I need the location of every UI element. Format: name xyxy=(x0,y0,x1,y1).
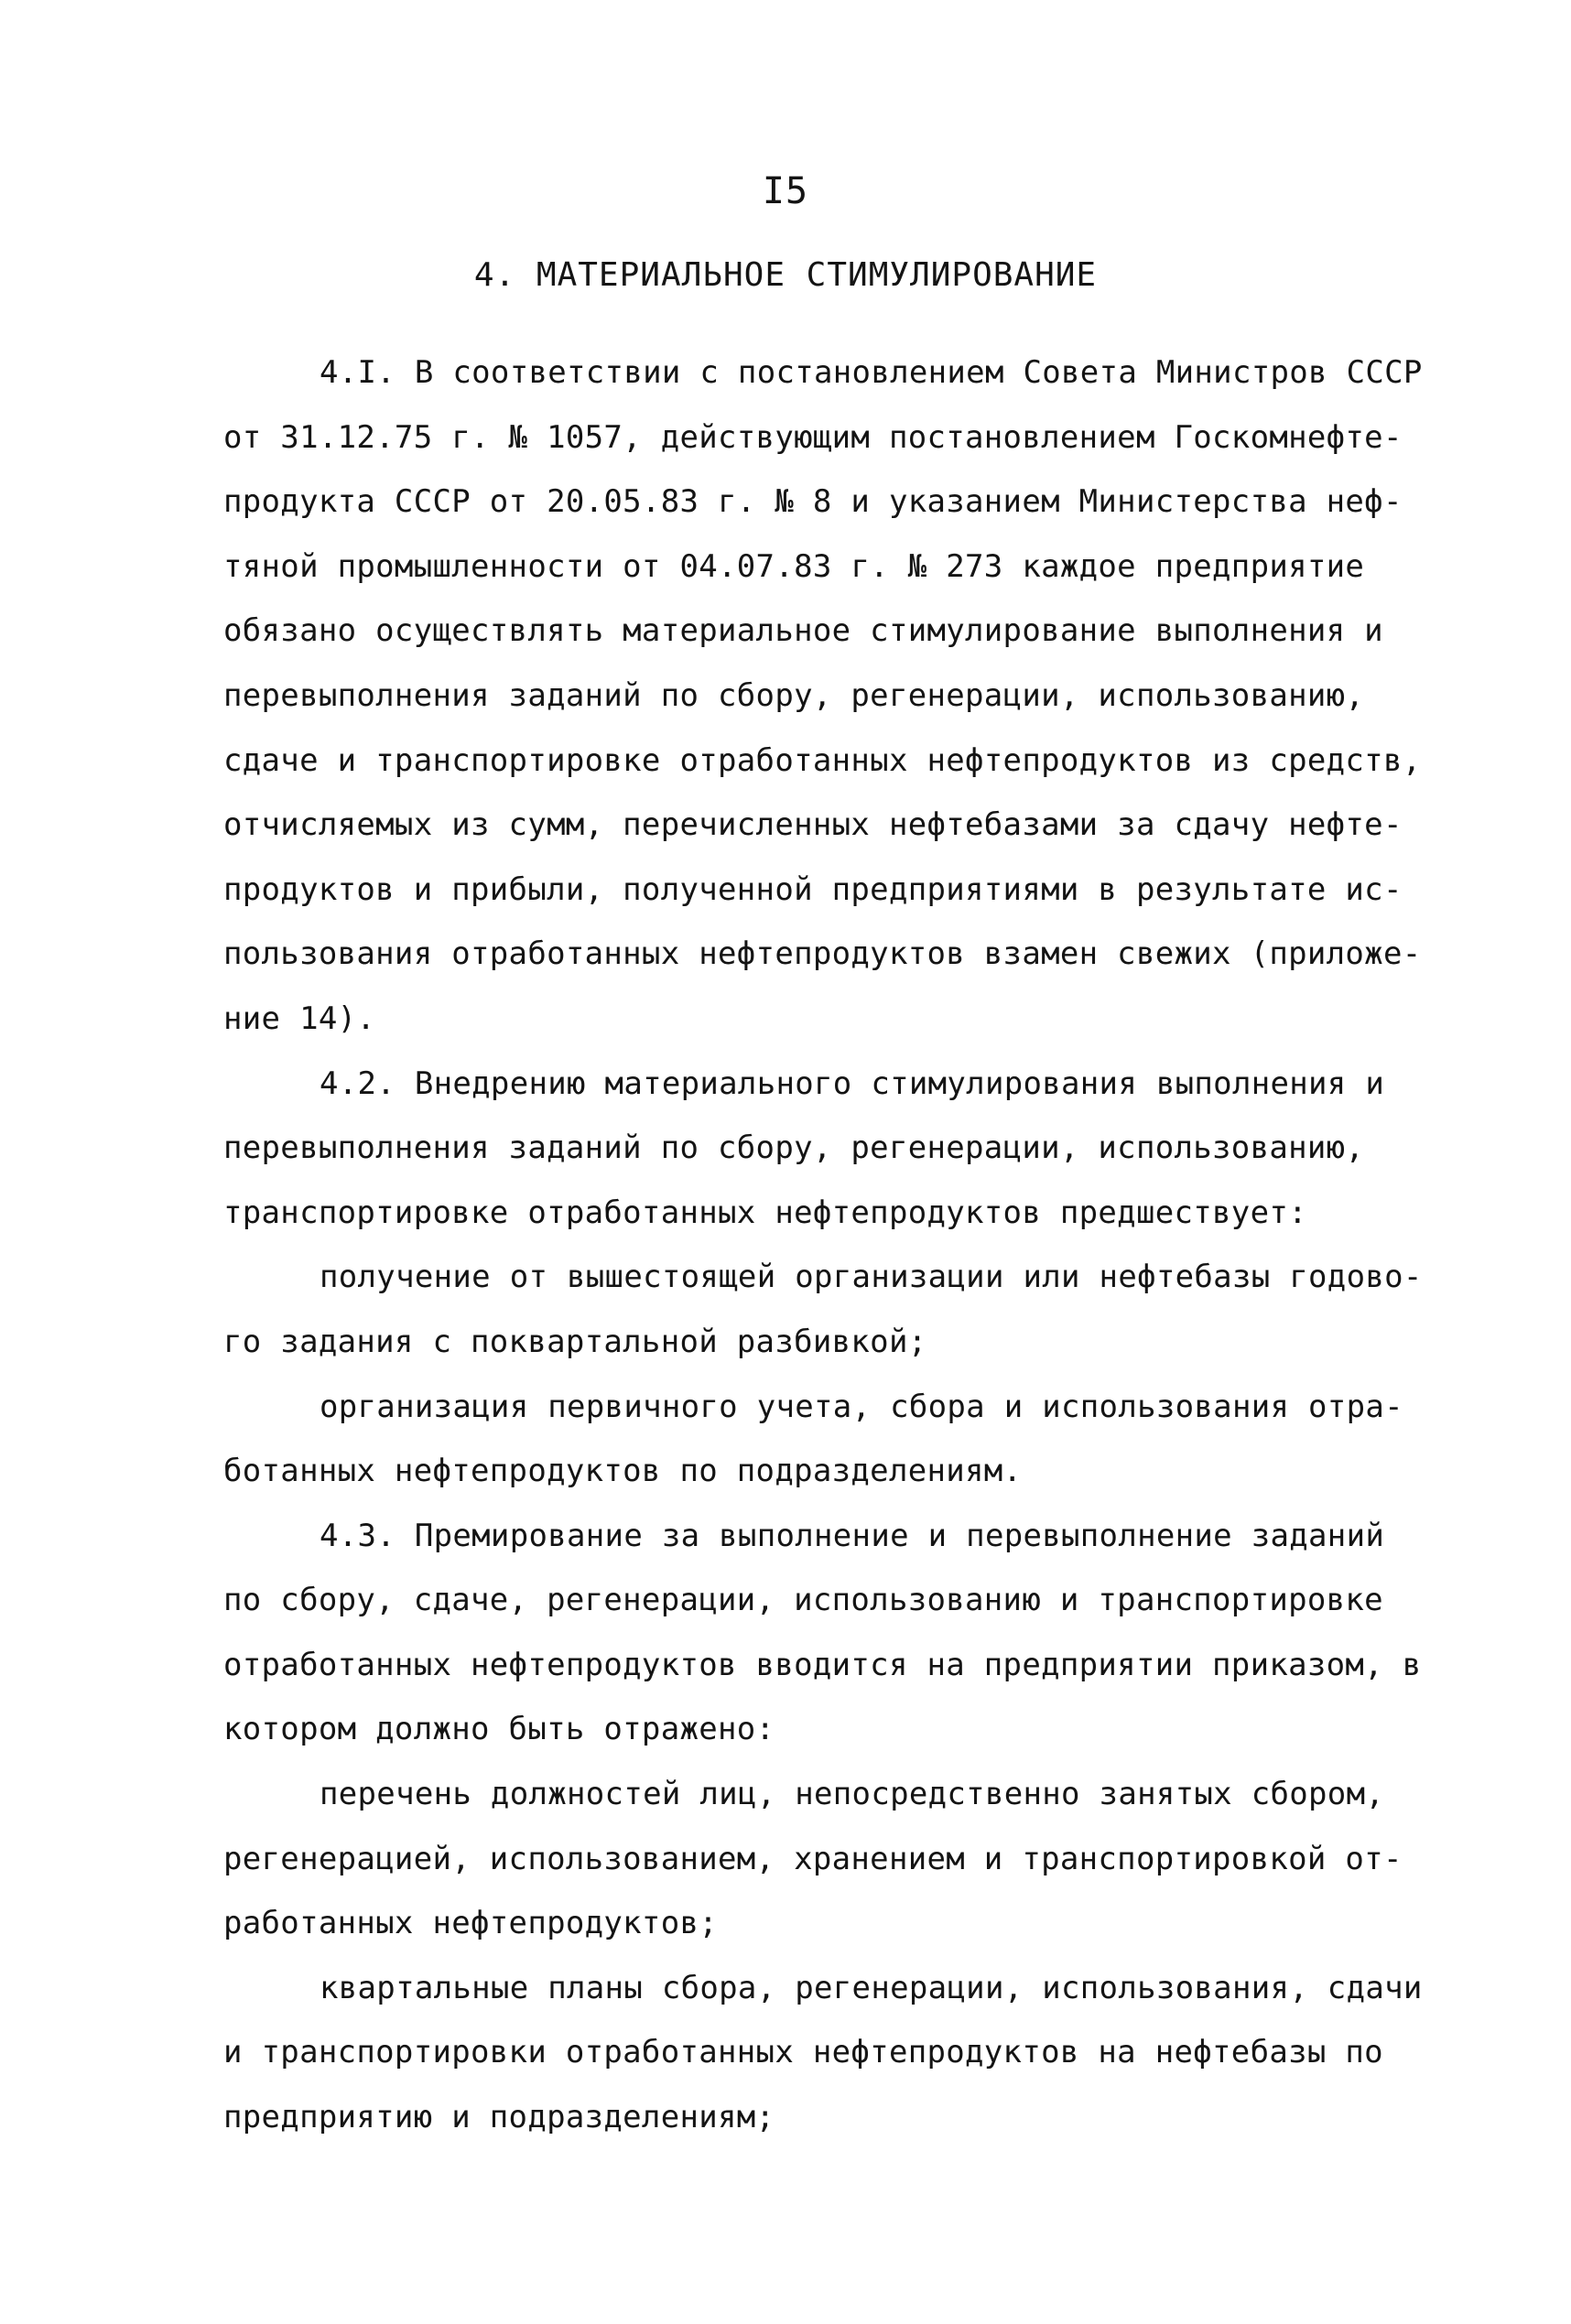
page-number: I5 xyxy=(762,170,809,212)
text-line: 4.I. В соответствии с постановлением Совета Министров СССР xyxy=(320,354,1423,391)
text-line: 4.3. Премирование за выполнение и перевыполнение заданий xyxy=(320,1517,1385,1554)
text-line: транспортировке отработанных нефтепродуктов предшествует: xyxy=(223,1194,1307,1231)
list-item xyxy=(223,1245,1423,1374)
text-line: отработанных нефтепродуктов вводится на предприятии приказом, в xyxy=(223,1646,1422,1683)
text-line: от 31.12.75 г. № 1057, действующим постановлением Госкомнефте- xyxy=(223,418,1403,456)
text-line: ние 14). xyxy=(223,1000,376,1037)
paragraph-4-1 xyxy=(223,340,1423,1052)
text-line: организация первичного учета, сбора и использования отра- xyxy=(320,1388,1403,1425)
text-line: работанных нефтепродуктов; xyxy=(223,1905,719,1942)
text-line: регенерацией, использованием, хранением и транспортировкой от- xyxy=(223,1840,1403,1877)
text-line: продукта СССР от 20.05.83 г. № 8 и указанием Министерства неф- xyxy=(223,483,1403,521)
list-item xyxy=(223,1956,1423,2150)
text-line: сдаче и транспортировке отработанных нефтепродуктов из средств, xyxy=(223,741,1422,779)
text-line: перевыполнения заданий по сбору, регенерации, использованию, xyxy=(223,676,1365,714)
text-line: пользования отработанных нефтепродуктов взамен свежих (приложе- xyxy=(223,935,1422,973)
list-item xyxy=(223,1375,1403,1504)
list-item xyxy=(223,1762,1403,1956)
text-line: и транспортировки отработанных нефтепродуктов на нефтебазы по xyxy=(223,2034,1383,2071)
text-line: перевыполнения заданий по сбору, регенерации, использованию, xyxy=(223,1130,1365,1167)
text-line: ботанных нефтепродуктов по подразделениям. xyxy=(223,1453,1023,1490)
document-body xyxy=(223,340,1423,2150)
text-line: предприятию и подразделениям; xyxy=(223,2099,775,2136)
paragraph-4-3 xyxy=(223,1504,1422,1762)
text-line: тяной промышленности от 04.07.83 г. № 273 каждое предприятие xyxy=(223,547,1365,585)
text-line: го задания с поквартальной разбивкой; xyxy=(223,1323,927,1360)
text-line: отчисляемых из сумм, перечисленных нефтебазами за сдачу нефте- xyxy=(223,806,1403,844)
text-line: продуктов и прибыли, полученной предприятиями в результате ис- xyxy=(223,870,1403,908)
text-line: по сбору, сдаче, регенерации, использованию и транспортировке xyxy=(223,1582,1383,1619)
paragraph-4-2 xyxy=(223,1052,1385,1246)
text-line: квартальные планы сбора, регенерации, использования, сдачи xyxy=(320,1969,1423,2006)
text-line: котором должно быть отражено: xyxy=(223,1711,775,1748)
text-line: получение от вышестоящей организации или нефтебазы годово- xyxy=(320,1259,1423,1296)
section-title: 4. МАТЕРИАЛЬНОЕ СТИМУЛИРОВАНИЕ xyxy=(473,256,1098,294)
text-line: 4.2. Внедрению материального стимулирования выполнения и xyxy=(320,1065,1385,1102)
text-line: обязано осуществлять материальное стимулирование выполнения и xyxy=(223,612,1383,650)
text-line: перечень должностей лиц, непосредственно занятых сбором, xyxy=(320,1776,1385,1813)
